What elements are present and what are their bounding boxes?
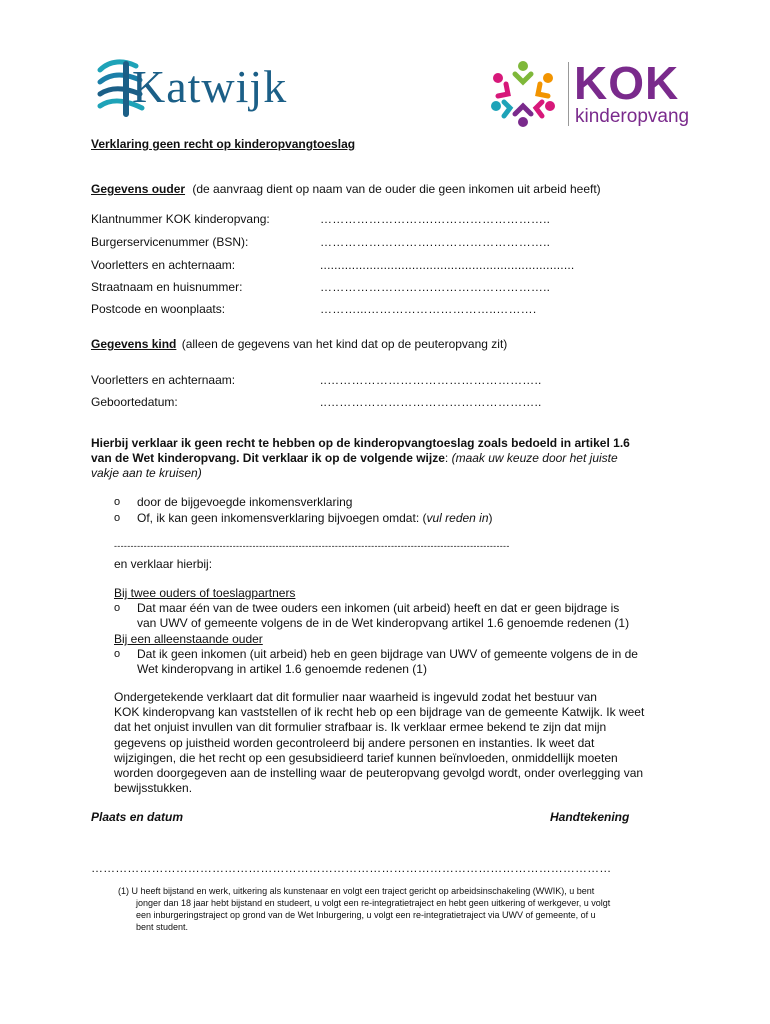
ondertekende-line: worden doorgegeven aan de instelling waar de peuteropvang gevolgd wordt, onder overlegging van (114, 766, 644, 781)
twee-ouders-checkbox[interactable]: o (114, 602, 121, 614)
option-2-checkbox[interactable]: o (114, 512, 121, 524)
field-value-geboortedatum[interactable]: ..…………………………………………….. (320, 395, 542, 409)
twee-ouders-line-1: Dat maar één van de twee ouders een inkomen (uit arbeid) heeft en dat er geen bijdrage is (137, 601, 620, 615)
footnote-line: jonger dan 18 jaar hebt bijstand en studeert, u volgt een re-integratietraject en hebt geen uitkering of werkgever, u volgt (136, 898, 611, 908)
katwijk-wordmark: Katwijk (132, 61, 288, 112)
field-value-ouder-naam[interactable]: ........................................................................ (320, 258, 575, 272)
declaration-note-a: (maak uw keuze door het juiste (451, 451, 618, 465)
ouder-heading-line (91, 182, 601, 196)
field-value-postcode[interactable]: ………...…………………………..………. (320, 302, 537, 316)
kok-wordmark: KOK (574, 57, 680, 109)
field-label-geboortedatum: Geboortedatum: (91, 395, 178, 409)
kok-subtitle: kinderopvang (575, 106, 690, 127)
alleenstaande-checkbox[interactable]: o (114, 648, 121, 660)
twee-ouders-heading: Bij twee ouders of toeslagpartners (114, 586, 296, 600)
kok-children-circle-icon (484, 58, 562, 130)
kind-heading-line (91, 337, 507, 351)
plaats-datum-label: Plaats en datum (91, 810, 184, 824)
ondertekende-line: Ondergetekende verklaart dat dit formulier naar waarheid is ingevuld zodat het bestuur van (114, 690, 597, 704)
field-label-kind-naam: Voorletters en achternaam: (91, 373, 236, 387)
footnote (118, 885, 698, 933)
field-label-klantnummer: Klantnummer KOK kinderopvang: (91, 212, 270, 226)
alleenstaande-text (137, 647, 638, 677)
signature-dots-line[interactable]: ………………………………………………………………………………………………………………… (91, 861, 612, 875)
option-2-italic: vul reden in (426, 511, 489, 525)
footnote-line: bent student. (136, 922, 189, 932)
option-1-label: door de bijgevoegde inkomensverklaring (137, 495, 353, 509)
twee-ouders-line-2: van UWV of gemeente volgens de in de Wet kinderopvang artikel 1.6 genoemde redenen (1) (137, 616, 630, 630)
alleenstaande-line-1: Dat ik geen inkomen (uit arbeid) heb en geen bijdrage van UWV of gemeente volgens de in de (137, 647, 638, 661)
field-label-postcode: Postcode en woonplaats: (91, 302, 226, 316)
field-value-bsn[interactable]: ……………………….……………………….. (320, 235, 551, 249)
option-1-checkbox[interactable]: o (114, 496, 121, 508)
kind-note: (alleen de gegevens van het kind dat op de peuteropvang zit) (181, 337, 508, 351)
footnote-line: een inburgeringstraject op grond van de Wet Inburgering, u volgt een re-integratietraject via UWV of gemeente, of u (136, 910, 596, 920)
declaration-colon: : (444, 451, 449, 465)
declaration-block (91, 436, 691, 481)
declaration-line-1: Hierbij verklaar ik geen recht te hebben op de kinderopvangtoeslag zoals bedoeld in artikel 1.6 (91, 436, 630, 450)
ondertekende-line: gegevens op juistheid worden gecontroleerd bij andere personen en instanties. Ik weet dat (114, 735, 595, 750)
twee-ouders-text (137, 601, 629, 631)
field-label-bsn: Burgerservicenummer (BSN): (91, 235, 249, 249)
ouder-note: (de aanvraag dient op naam van de ouder die geen inkomen uit arbeid heeft) (192, 182, 601, 196)
alleenstaande-heading: Bij een alleenstaande ouder (114, 632, 263, 646)
ondertekende-line: dat het onjuist invullen van dit formulier strafbaar is. Ik verklaar ermee bekend te zijn dat mijn (114, 720, 607, 735)
kind-heading: Gegevens kind (91, 337, 177, 351)
kok-divider (568, 62, 569, 126)
option-2-text-b: ) (488, 511, 493, 525)
alleenstaande-line-2: Wet kinderopvang in artikel 1.6 genoemde redenen (1) (137, 662, 427, 676)
field-value-kind-naam[interactable]: ..…………………………………………….. (320, 373, 542, 387)
verklaar-hierbij: en verklaar hierbij: (114, 557, 213, 571)
declaration-line-2 (91, 451, 691, 466)
ondertekende-line: wijzigingen, die het recht op een gesubsidieerd tarief kunnen beïnvloeden, onmiddellijk moeten (114, 750, 618, 765)
kok-logo (484, 58, 698, 130)
ondertekende-paragraph (114, 690, 704, 796)
option-2-text-a: Of, ik kan geen inkomensverklaring bijvoegen omdat: ( (137, 511, 427, 525)
field-label-ouder-naam: Voorletters en achternaam: (91, 258, 236, 272)
option-2-label (137, 511, 493, 526)
ouder-heading: Gegevens ouder (91, 182, 186, 196)
footnote-line: (1) U heeft bijstand en werk, uitkering als kunstenaar en volgt een traject gericht op arbeidsinschakeling (WWIK), u bent (118, 886, 595, 896)
declaration-line-2-text: van de Wet kinderopvang. Dit verklaar ik op de volgende wijze (91, 451, 445, 465)
declaration-note-b: vakje aan te kruisen) (91, 466, 202, 480)
field-value-straat[interactable]: ……………………….……………………….. (320, 280, 551, 294)
handtekening-label: Handtekening (550, 810, 630, 824)
ondertekende-line: bewijsstukken. (114, 781, 193, 796)
field-label-straat: Straatnaam en huisnummer: (91, 280, 243, 294)
document-title: Verklaring geen recht op kinderopvangtoeslag (91, 137, 356, 151)
ondertekende-line: KOK kinderopvang kan vaststellen of ik recht heb op een bijdrage van de gemeente Katwijk. Ik weet (114, 705, 645, 720)
reason-dash-line[interactable]: ------------------------------------------------------------------------------------------------------------------------ (114, 541, 510, 551)
katwijk-logo (96, 56, 332, 122)
field-value-klantnummer[interactable]: ……………………….……………………….. (320, 212, 551, 226)
